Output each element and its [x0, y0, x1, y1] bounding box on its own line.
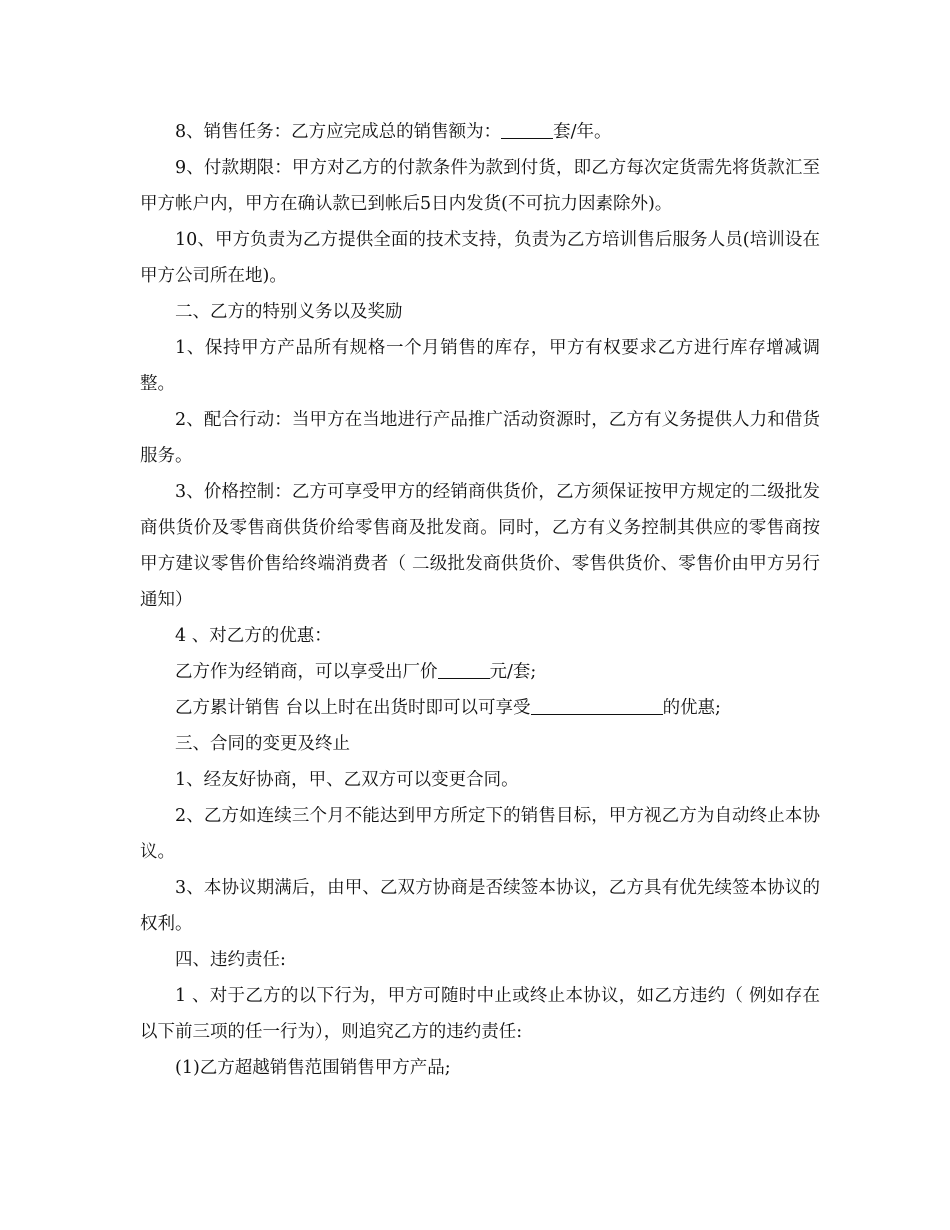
fill-in-blank: [438, 658, 490, 679]
discount-factory-price: 乙方作为经销商，可以享受出厂价 元/套;: [140, 654, 820, 690]
discount-cumulative-sales: 乙方累计销售 台以上时在出货时即可以可享受 的优惠;: [140, 690, 820, 726]
section-2-clause-1: 1、保持甲方产品所有规格一个月销售的库存，甲方有权要求乙方进行库存增减调整。: [140, 338, 820, 394]
section-4-clause-1: 1 、对于乙方的以下行为，甲方可随时中止或终止本协议，如乙方违约（ 例如存在以下前三项的任一行为），则追究乙方的违约责任:: [140, 986, 820, 1042]
section-3-clause-1: 1、经友好协商，甲、乙双方可以变更合同。: [175, 770, 519, 790]
clause-10-technical-support: 10、甲方负责为乙方提供全面的技术支持，负责为乙方培训售后服务人员(培训设在甲方公司所在地)。: [140, 230, 820, 286]
section-3-clause-2: 2、乙方如连续三个月不能达到甲方所定下的销售目标，甲方视乙方为自动终止本协议。: [140, 806, 820, 862]
section-2-clause-3: 3、价格控制：乙方可享受甲方的经销商供货价，乙方须保证按甲方规定的二级批发商供货价及零售商供货价给零售商及批发商。同时，乙方有义务控制其供应的零售商按甲方建议零售价售给终端消费者（ 二级批发商供货价、零售供货价、零售价由甲方另行通知）: [140, 482, 820, 610]
section-3-clause-3: 3、本协议期满后，由甲、乙双方协商是否续签本协议，乙方具有优先续签本协议的权利。: [140, 878, 820, 934]
section-4-heading: 四、违约责任:: [175, 950, 286, 970]
section-2-clause-2: 2、配合行动：当甲方在当地进行产品推广活动资源时，乙方有义务提供人力和借货服务。: [140, 410, 820, 466]
clause-8-sales-target: 8、销售任务：乙方应完成总的销售额为： 套/年。: [140, 114, 820, 150]
fill-in-blank: [531, 694, 663, 715]
section-2-clause-4: 4 、对乙方的优惠：: [175, 626, 332, 646]
clause-9-payment-terms: 9、付款期限：甲方对乙方的付款条件为款到付货，即乙方每次定货需先将货款汇至甲方帐户内，甲方在确认款已到帐后5日内发货(不可抗力因素除外)。: [140, 158, 820, 214]
section-2-heading: 二、乙方的特别义务以及奖励: [175, 302, 403, 322]
fill-in-blank: [501, 118, 553, 139]
section-3-heading: 三、合同的变更及终止: [175, 734, 350, 754]
section-4-item-1: (1)乙方超越销售范围销售甲方产品;: [175, 1058, 451, 1078]
